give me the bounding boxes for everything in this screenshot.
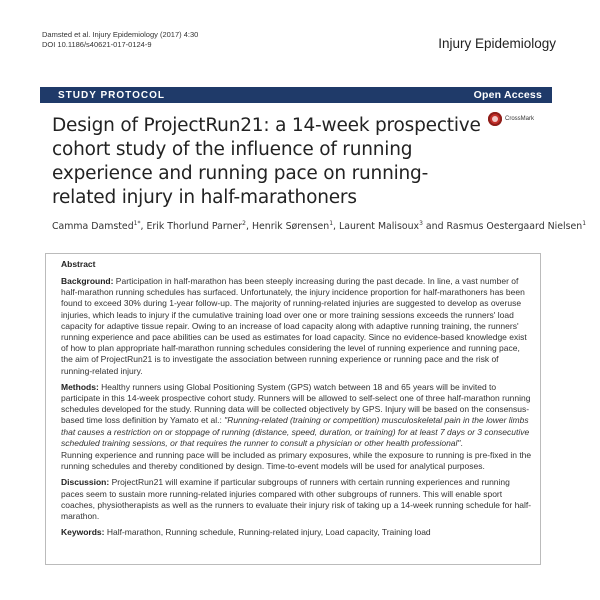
author-separator: and (422, 221, 447, 233)
journal-name: Injury Epidemiology (438, 36, 556, 51)
article-type-label: STUDY PROTOCOL (58, 89, 165, 101)
doi-line[interactable]: DOI 10.1186/s40621-017-0124-9 (42, 40, 152, 49)
crossmark-icon (488, 112, 502, 126)
author-name[interactable]: Henrik Sørensen (251, 221, 330, 233)
crossmark-badge[interactable] (488, 112, 534, 126)
methods-label: Methods: (61, 381, 99, 392)
abstract-keywords (61, 527, 532, 538)
open-access-label: Open Access (473, 89, 542, 101)
author-name[interactable]: Erik Thorlund Parner (146, 221, 243, 233)
author-separator: , (140, 221, 147, 233)
citation-block (42, 30, 198, 50)
author-separator: , (245, 221, 252, 233)
methods-end: . (460, 437, 463, 448)
abstract-methods-continued (61, 450, 532, 472)
author-name[interactable]: Rasmus Oestergaard Nielsen (446, 221, 583, 233)
author-affiliation-mark: 1 (329, 220, 334, 227)
crossmark-label: CrossMark (505, 116, 535, 122)
keywords-label: Keywords: (61, 527, 105, 538)
author-list (52, 220, 587, 233)
discussion-text: ProjectRun21 will examine if particular subgroups of runners with certain running experiences and running paces seem to sustain more running-related injuries compared with other subgroups of runners. This will enable sport coaches, physiotherapists as well as the runners to evaluate their injury risk of taking up a 14-week running schedule for half-marathon. (61, 477, 532, 522)
background-label: Background: (61, 276, 114, 286)
author-name[interactable]: Camma Damsted (52, 221, 134, 233)
abstract-discussion (61, 477, 532, 522)
background-text: Participation in half-marathon has been steeply increasing during the past decade. In line, a vast number of half-marathon running schedules has surfaced. Unfortunately, the injury incidence proportion for half-marathoners has been found to exceed 30% during 1-year follow-up. The majority of running-related injuries are suggested to develop as overuse injuries, which leads to injury if the cumulative training load over one or more training sessions exceeds the runners' load capacity for adaptive tissue repair. Owing to an increase of load capacity along with adaptive running training, the runners' running experience and pace abilities can be used as estimates for load capacity. Since no evidence-based knowledge exist of how to plan appropriate half-marathon running schedules considering the level of running experience and running pace, the aim of ProjectRun21 is to investigate the association between running experience or running pace and the risk of running-related injury. (61, 276, 527, 376)
abstract-methods (61, 382, 532, 449)
author-affiliation-mark: 1* (133, 220, 141, 227)
article-type-banner (40, 87, 552, 103)
abstract-box (45, 253, 541, 565)
methods-injury-definition: "Running-related (training or competition) musculoskeletal pain in the lower limbs that causes a restriction on or stoppage of running (distance, speed, duration, or training) for at least 7 days or 3 consecutive scheduled training sessions, or that requires the runner to consult a physician or other health professional" (61, 415, 530, 448)
abstract-heading: Abstract (61, 259, 96, 269)
author-name[interactable]: Laurent Malisoux (339, 221, 420, 233)
citation-line: Damsted et al. Injury Epidemiology (2017) 4:30 (42, 30, 199, 39)
discussion-label: Discussion: (61, 477, 110, 488)
abstract-background (61, 276, 532, 377)
author-affiliation-mark: 2 (242, 220, 246, 227)
author-separator: , (333, 221, 340, 233)
author-affiliation-mark: 3 (419, 220, 423, 227)
methods-text: Healthy runners using Global Positioning System (GPS) watch between 18 and 65 years will be invited to participate in this 14-week prospective cohort study. Runners will be allowed to self-select one of three half-marathon running schedules developed for the study. Running data will be collected objectively by GPS. Injury will be based on the consensus-based time loss definition by Yamato et al.: (61, 381, 531, 426)
keywords-text: Half-marathon, Running schedule, Running-related injury, Load capacity, Training load (106, 527, 431, 538)
methods-text-2: Running experience and running pace will be included as primary exposures, while the exposure to running is pre-fixed in the running schedules and thereby conditioned by design. Time-to-event models will be used for analytical purposes. (61, 450, 532, 472)
author-affiliation-mark: 1 (582, 220, 587, 227)
article-title: Design of ProjectRun21: a 14-week prospective cohort study of the influence of running experience and running pace on running-related injury in half-marathoners (52, 115, 481, 208)
